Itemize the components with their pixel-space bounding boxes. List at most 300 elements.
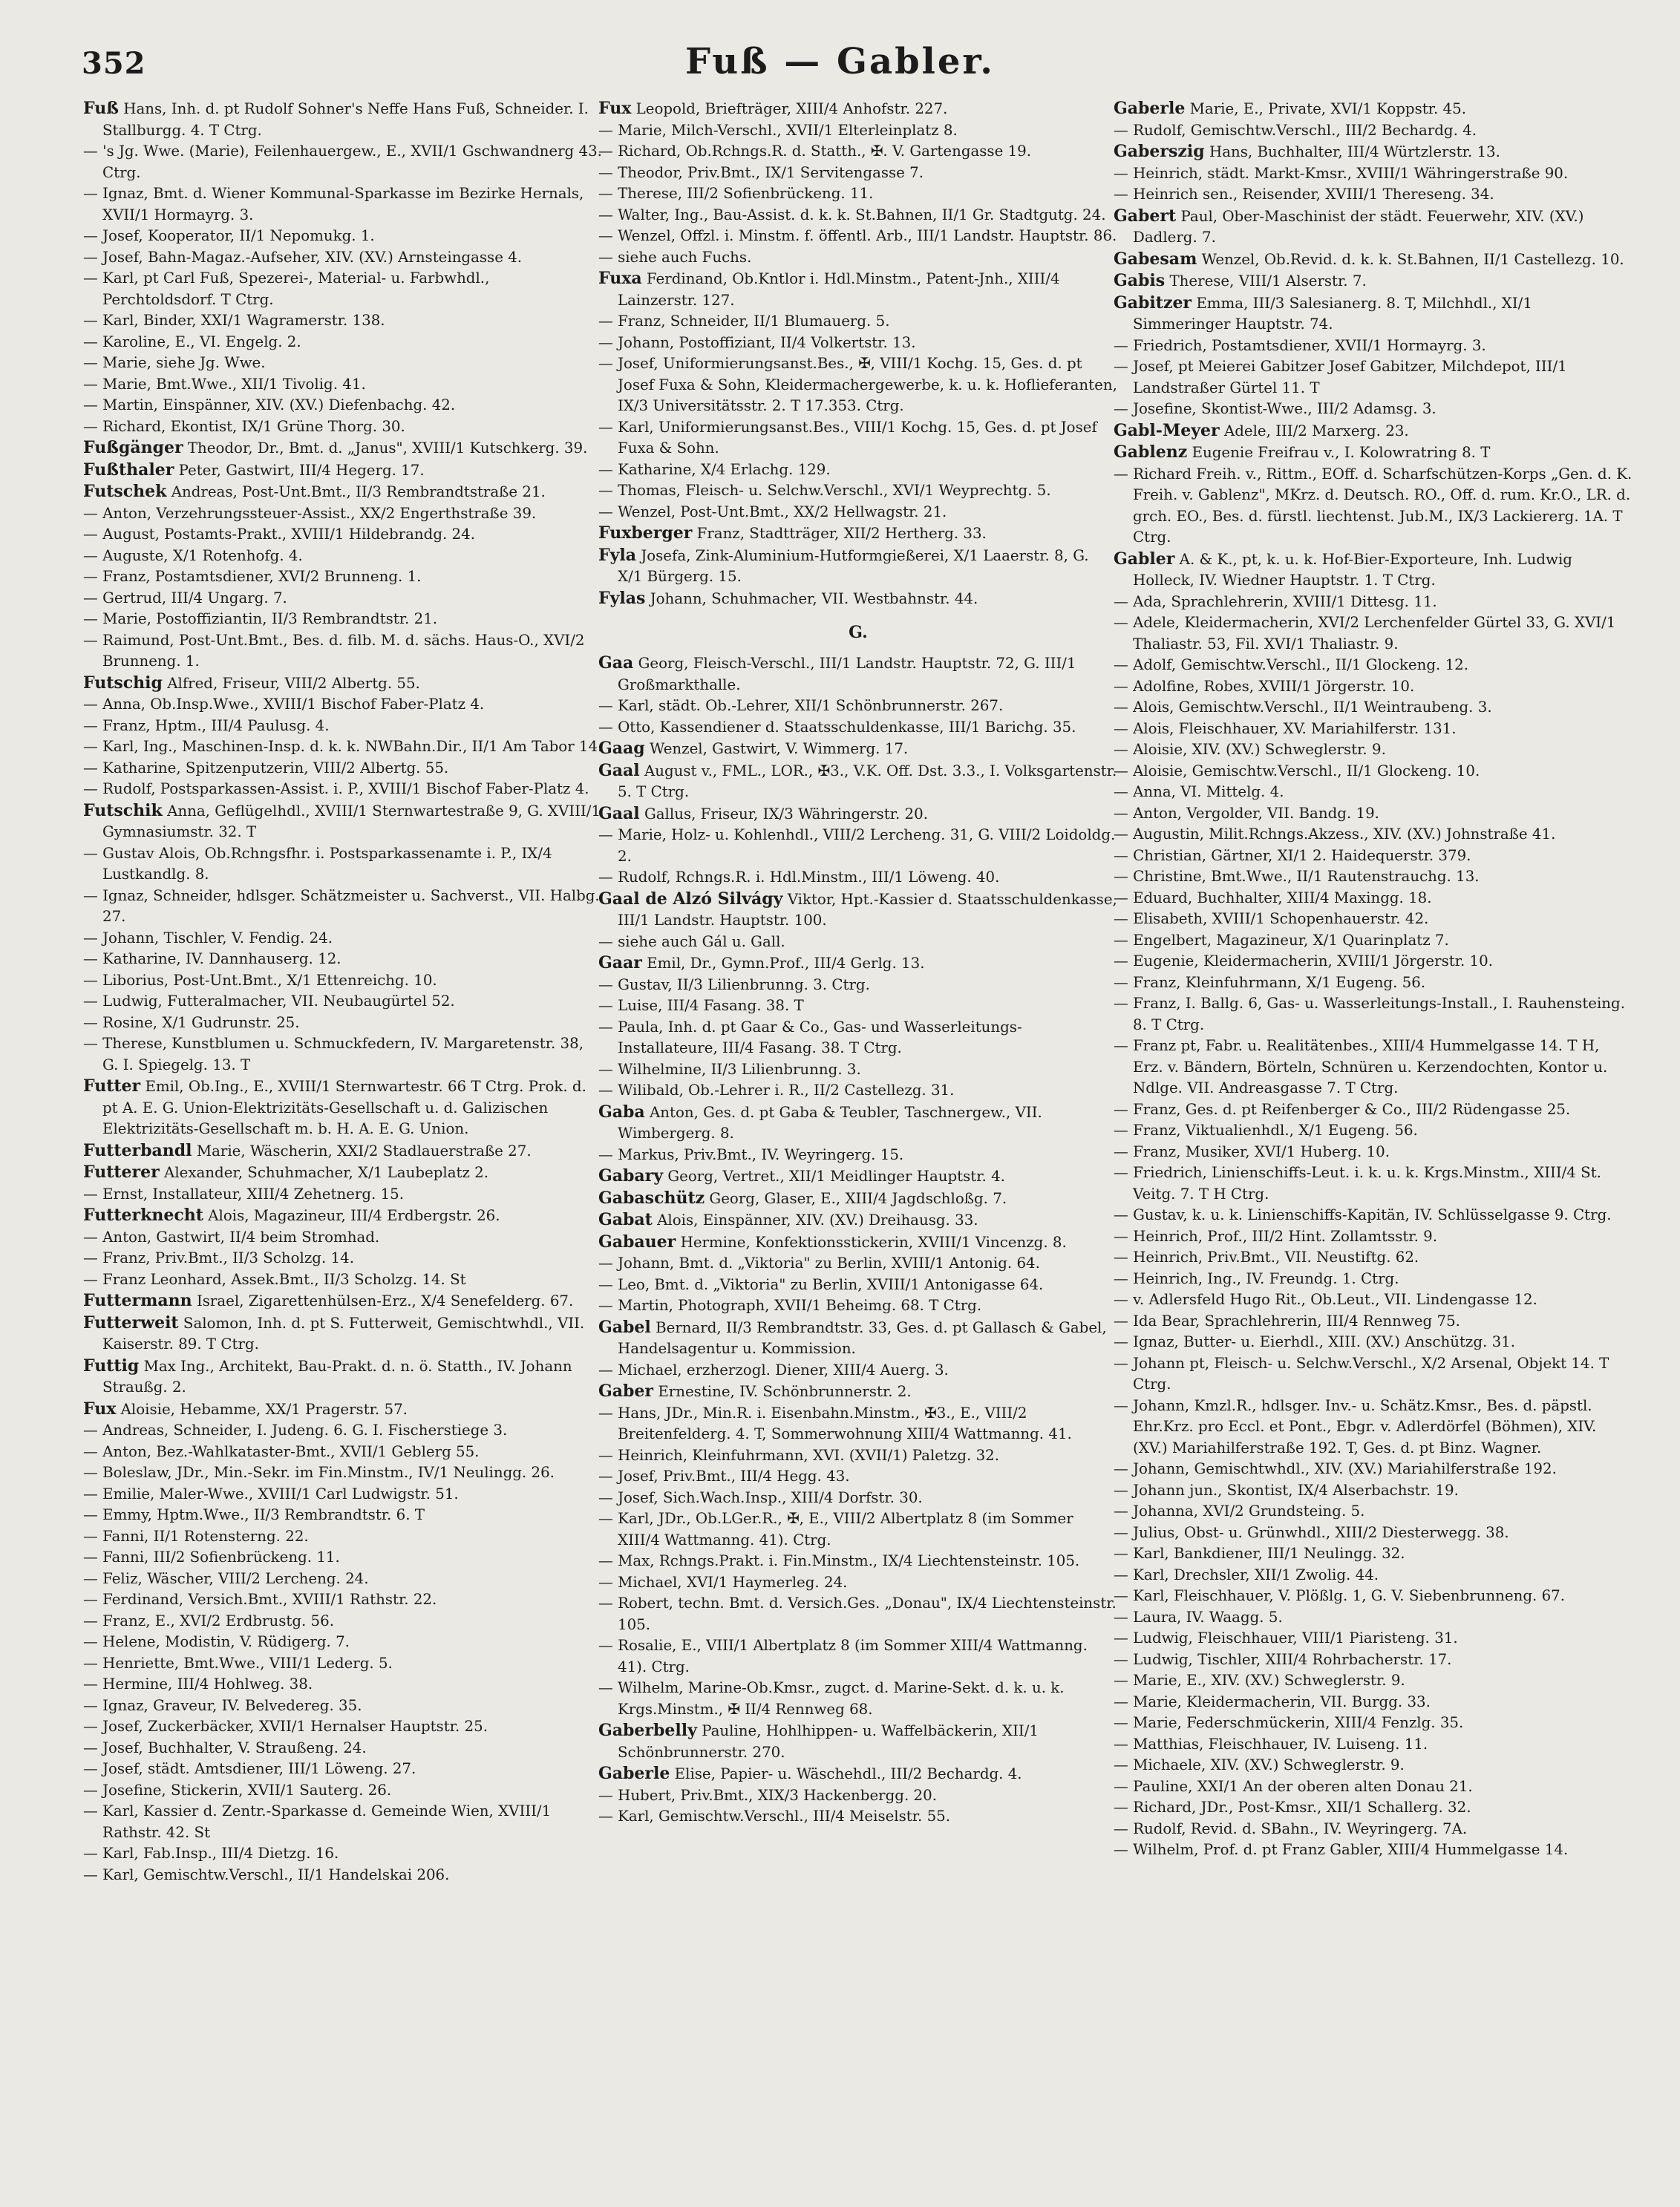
directory-entry (598, 1635, 1118, 1678)
directory-entry (1114, 761, 1633, 782)
directory-entry (598, 163, 1118, 184)
directory-entry (1114, 1501, 1633, 1523)
entry-text: — Rosalie, E., VIII/1 Albertplatz 8 (im Sommer XIII/4 Wattmanng. 41). Ctrg. (598, 1637, 1088, 1675)
entry-text: — Otto, Kassendiener d. Staatsschuldenkasse, III/1 Barichg. 35. (598, 718, 1076, 736)
entry-text: — Laura, IV. Waagg. 5. (1114, 1608, 1283, 1626)
entry-surname: Fux (598, 99, 632, 118)
entry-text: — Johann, Bmt. d. „Viktoria" zu Berlin, XVIII/1 Antonig. 64. (598, 1255, 1040, 1272)
entry-surname: Fußgänger (83, 438, 183, 457)
directory-entry (83, 374, 603, 396)
entry-text: Ernestine, IV. Schönbrunnerstr. 2. (658, 1383, 912, 1400)
entry-text: Adele, III/2 Marxerg. 23. (1223, 422, 1409, 439)
directory-entry (598, 1466, 1118, 1488)
entry-text: Johann, Schuhmacher, VII. Westbahnstr. 44. (650, 589, 978, 607)
directory-entry (598, 460, 1118, 481)
directory-entry (1114, 1840, 1633, 1861)
directory-entry (1114, 292, 1633, 336)
entry-text: — Alois, Gemischtw.Verschl., II/1 Weintraubeng. 3. (1114, 699, 1492, 716)
directory-entry (83, 1696, 603, 1717)
entry-text: — Josefine, Stickerin, XVII/1 Sauterg. 26. (83, 1781, 392, 1799)
entry-text: — Wenzel, Offzl. i. Minstm. f. öffentl. Arb., III/1 Landstr. Hauptstr. 86. (598, 227, 1117, 244)
directory-entry (1114, 356, 1633, 399)
page-number: 352 (82, 46, 146, 81)
directory-entry (598, 417, 1118, 460)
directory-entry (1114, 909, 1633, 930)
directory-entry (598, 226, 1118, 247)
directory-entry (598, 825, 1118, 867)
directory-entry (598, 1253, 1118, 1275)
entry-text: — Henriette, Bmt.Wwe., VIII/1 Lederg. 5. (83, 1654, 393, 1672)
entry-text: Hans, Buchhalter, III/4 Würtzlerstr. 13. (1209, 143, 1500, 160)
entry-surname: Futschig (83, 673, 163, 693)
entry-text: — August, Postamts-Prakt., XVIII/1 Hildebrandg. 24. (83, 526, 476, 543)
directory-entry (598, 717, 1118, 739)
directory-entry (598, 333, 1118, 354)
entry-text: — Robert, techn. Bmt. d. Versich.Ges. „Donau", IX/4 Liechtensteinstr. 105. (598, 1595, 1117, 1633)
entry-text: — Hubert, Priv.Bmt., XIX/3 Hackenbergg. 20. (598, 1786, 937, 1804)
directory-entry (83, 1227, 603, 1249)
directory-entry (1114, 1819, 1633, 1840)
entry-text: — Julius, Obst- u. Grünwhdl., XIII/2 Diesterwegg. 38. (1114, 1523, 1509, 1541)
entry-text: — Friedrich, Linienschiffs-Leut. i. k. u. k. Krgs.Minstm., XIII/4 St. Veitg. 7. T H Ctrg. (1114, 1164, 1601, 1203)
entry-text: — Josef, Priv.Bmt., III/4 Hegg. 43. (598, 1468, 850, 1485)
entry-text: Franz, Stadtträger, XII/2 Hertherg. 33. (696, 525, 987, 542)
directory-entry (1114, 249, 1633, 271)
entry-text: — Feliz, Wäscher, VIII/2 Lercheng. 24. (83, 1569, 369, 1587)
entry-text: — Anna, VI. Mittelg. 4. (1114, 783, 1284, 800)
entry-text: — Aloisie, Gemischtw.Verschl., II/1 Glockeng. 10. (1114, 762, 1480, 779)
directory-entry (83, 183, 603, 226)
directory-entry (1114, 993, 1633, 1036)
directory-entry (83, 503, 603, 525)
entry-text: — Fanni, II/1 Rotensterng. 22. (83, 1527, 309, 1545)
entry-text: — Franz, I. Ballg. 6, Gas- u. Wasserleitungs-Install., I. Rauhensteing. 8. T Ctrg. (1114, 995, 1625, 1033)
directory-entry (83, 1780, 603, 1802)
directory-entry (598, 932, 1118, 953)
directory-entry (1114, 1353, 1633, 1396)
entry-surname: Gaber (598, 1382, 654, 1401)
directory-entry (598, 889, 1118, 932)
entry-text: Alfred, Friseur, VIII/2 Albertg. 55. (167, 674, 420, 692)
entry-text: — Johann pt, Fleisch- u. Selchw.Verschl., X/2 Arsenal, Objekt 14. T Ctrg. (1114, 1354, 1609, 1393)
entry-surname: Gaberbelly (598, 1721, 697, 1740)
directory-entry (1114, 399, 1633, 420)
directory-entry (83, 1420, 603, 1442)
directory-entry (1114, 1713, 1633, 1734)
entry-text: — Eduard, Buchhalter, XIII/4 Maxingg. 18. (1114, 889, 1432, 906)
entry-text: — Liborius, Post-Unt.Bmt., X/1 Ettenreichg. 10. (83, 971, 437, 989)
entry-text: — Ignaz, Butter- u. Eierhdl., XIII. (XV.) Anschützg. 31. (1114, 1333, 1516, 1350)
entry-text: Elise, Papier- u. Wäschehdl., III/2 Bechardg. 4. (674, 1765, 1022, 1782)
entry-surname: Fuß (83, 99, 119, 118)
directory-entry (83, 991, 603, 1013)
directory-entry (1114, 972, 1633, 994)
directory-entry (598, 1017, 1118, 1059)
directory-entry (1114, 1734, 1633, 1756)
directory-entry (1114, 120, 1633, 142)
entry-text: — Marie, Bmt.Wwe., XII/1 Tivolig. 41. (83, 375, 366, 393)
directory-entry (1114, 719, 1633, 740)
entry-text: — Franz, Ges. d. pt Reifenberger & Co., III/2 Rüdengasse 25. (1114, 1100, 1571, 1118)
entry-text: — Heinrich sen., Reisender, XVIII/1 Thereseng. 34. (1114, 186, 1494, 203)
directory-entry (83, 1801, 603, 1843)
directory-entry (83, 1248, 603, 1269)
entry-surname: Gabler (1114, 549, 1175, 569)
directory-entry (83, 310, 603, 332)
directory-entry (83, 1843, 603, 1865)
directory-entry (1114, 655, 1633, 676)
entry-surname: Futterer (83, 1163, 160, 1182)
directory-entry (83, 843, 603, 886)
entry-text: — Karl, Fleischhauer, V. Plößlg. 1, G. V. Siebenbrunneng. 67. (1114, 1587, 1566, 1604)
entry-text: — Pauline, XXI/1 An der oberen alten Donau 21. (1114, 1777, 1473, 1795)
entry-text: — Rudolf, Rchngs.R. i. Hdl.Minstm., III/1 Löweng. 40. (598, 869, 1000, 886)
entry-surname: Gabitzer (1114, 292, 1192, 313)
entry-text: — Markus, Priv.Bmt., IV. Weyringerg. 15. (598, 1145, 904, 1163)
entry-surname: Gabel (598, 1317, 651, 1337)
entry-text: — Anton, Gastwirt, II/4 beim Stromhad. (83, 1228, 380, 1246)
directory-entry (1114, 1120, 1633, 1142)
entry-text: — Johanna, XVI/2 Grundsteing. 5. (1114, 1503, 1365, 1520)
directory-entry (598, 1806, 1118, 1828)
entry-text: Wenzel, Ob.Revid. d. k. k. St.Bahnen, II/1 Castellezg. 10. (1201, 250, 1624, 268)
entry-text: — Karl, Bankdiener, III/1 Neulingg. 32. (1114, 1545, 1405, 1562)
directory-entry (1114, 1480, 1633, 1502)
entry-text: — Adolf, Gemischtw.Verschl., II/1 Glockeng. 12. (1114, 656, 1469, 673)
entry-text: — Luise, III/4 Fasang. 38. T (598, 997, 804, 1014)
directory-entry (598, 1593, 1118, 1635)
entry-text: — Karl, städt. Ob.-Lehrer, XII/1 Schönbrunnerstr. 267. (598, 697, 1004, 714)
directory-entry (598, 867, 1118, 889)
entry-text: Anna, Geflügelhdl., XVIII/1 Sternwartestraße 9, G. XVIII/1 Gymnasiumstr. 32. T (102, 802, 601, 840)
directory-entry (83, 1865, 603, 1886)
entry-text: — Karoline, E., VI. Engelg. 2. (83, 333, 301, 350)
entry-text: Hermine, Konfektionsstickerin, XVIII/1 Vincenzg. 8. (680, 1233, 1067, 1251)
directory-entry (1114, 163, 1633, 185)
entry-text: Bernard, II/3 Rembrandtstr. 33, Ges. d. pt Gallasch & Gabel, Handelsagentur u. Kommission. (618, 1318, 1107, 1357)
entry-text: — Helene, Modistin, V. Rüdigerg. 7. (83, 1633, 350, 1650)
entry-text: — Karl, Gemischtw.Verschl., II/1 Handelskai 206. (83, 1866, 450, 1883)
entry-text: — Martin, Einspänner, XIV. (XV.) Diefenbachg. 42. (83, 396, 456, 413)
directory-entry (1114, 951, 1633, 972)
directory-entry (598, 653, 1118, 696)
directory-entry (598, 353, 1118, 417)
entry-text: — Johann, Tischler, V. Fendig. 24. (83, 929, 333, 946)
entry-text: — Wilhelmine, II/3 Lilienbrunng. 3. (598, 1060, 861, 1078)
column-1 (83, 98, 603, 2177)
directory-entry (83, 694, 603, 716)
directory-entry (598, 588, 1118, 610)
directory-entry (1114, 1459, 1633, 1480)
directory-entry (83, 1547, 603, 1569)
entry-text: — Anton, Vergolder, VII. Bandg. 19. (1114, 804, 1379, 822)
directory-entry (598, 98, 1118, 120)
entry-text: August v., FML., LOR., ✠3., V.K. Off. Dst. 3.3., I. Volksgartenstr. 5. T Ctrg. (618, 762, 1117, 800)
entry-text: — Gustav, II/3 Lilienbrunng. 3. Ctrg. (598, 975, 870, 993)
entry-text: — Ignaz, Schneider, hdlsger. Schätzmeister u. Sachverst., VII. Halbg. 27. (83, 886, 600, 925)
directory-entry (83, 1162, 603, 1184)
entry-text: — Karl, JDr., Ob.LGer.R., ✠, E., VIII/2 Albertplatz 8 (im Sommer XIII/4 Wattmanng. 41). Ctrg. (598, 1510, 1073, 1549)
directory-entry (83, 268, 603, 310)
entry-text: — Christian, Gärtner, XI/1 2. Haidequerstr. 379. (1114, 846, 1471, 864)
entry-text: Georg, Fleisch-Verschl., III/1 Landstr. Hauptstr. 72, G. III/1 Großmarkthalle. (618, 655, 1076, 693)
entry-surname: Gablenz (1114, 442, 1188, 462)
directory-entry (1114, 98, 1633, 120)
directory-entry (83, 247, 603, 269)
entry-text: — 's Jg. Wwe. (Marie), Feilenhauergew., E., XVII/1 Gschwandnerg 43. Ctrg. (83, 143, 602, 181)
entry-surname: Gaberle (1114, 99, 1186, 118)
directory-entry (1114, 1099, 1633, 1121)
directory-entry (83, 1033, 603, 1076)
directory-entry (598, 1317, 1118, 1360)
entry-text: — Anton, Bez.-Wahlkataster-Bmt., XVII/1 Geblerg 55. (83, 1442, 480, 1460)
entry-text: — Franz, E., XVI/2 Erdbrustg. 56. (83, 1612, 335, 1629)
entry-surname: Fuxberger (598, 523, 693, 543)
directory-entry (598, 760, 1118, 803)
entry-surname: Fux (83, 1399, 117, 1419)
entry-text: Alois, Einspänner, XIV. (XV.) Dreihausg. 33. (657, 1212, 978, 1229)
directory-entry (1114, 442, 1633, 464)
directory-entry (83, 1442, 603, 1463)
entry-text: — Ernst, Installateur, XIII/4 Zehetnerg. 15. (83, 1185, 405, 1203)
entry-text: — Fanni, III/2 Sofienbrückeng. 11. (83, 1549, 340, 1566)
entry-surname: Gabert (1114, 206, 1177, 226)
entry-text: — Hermine, III/4 Hohlweg. 38. (83, 1675, 313, 1693)
entry-text: — Emilie, Maler-Wwe., XVIII/1 Carl Ludwigstr. 51. (83, 1485, 459, 1503)
entry-text: — Marie, Kleidermacherin, VII. Burgg. 33. (1114, 1693, 1431, 1710)
directory-entry (83, 1526, 603, 1548)
entry-text: — Marie, Holz- u. Kohlenhdl., VIII/2 Lercheng. 31, G. VIII/2 Loidoldg. 2. (598, 826, 1116, 865)
directory-entry (83, 437, 603, 460)
directory-entry (598, 1381, 1118, 1403)
entry-text: — Therese, III/2 Sofienbrückeng. 11. (598, 185, 874, 202)
directory-entry (83, 1674, 603, 1696)
entry-surname: Futschek (83, 482, 167, 501)
entry-text: — Eugenie, Kleidermacherin, XVIII/1 Jörgerstr. 10. (1114, 952, 1493, 970)
entry-text: — Katharine, IV. Dannhauserg. 12. (83, 950, 341, 967)
directory-entry (1114, 1755, 1633, 1776)
entry-text: — Gertrud, III/4 Ungarg. 7. (83, 589, 287, 606)
directory-entry (1114, 888, 1633, 909)
directory-entry (1114, 336, 1633, 357)
entry-text: Alexander, Schuhmacher, X/1 Laubeplatz 2. (164, 1164, 489, 1181)
directory-entry (83, 1312, 603, 1356)
directory-entry (598, 1209, 1118, 1232)
entry-text: — Aloisie, XIV. (XV.) Schweglerstr. 9. (1114, 741, 1386, 758)
directory-entry (83, 949, 603, 970)
entry-text: Paul, Ober-Maschinist der städt. Feuerwehr, XIV. (XV.) Dadlerg. 7. (1133, 207, 1584, 246)
entry-text: — Heinrich, Priv.Bmt., VII. Neustiftg. 62. (1114, 1249, 1419, 1266)
directory-entry (1114, 549, 1633, 592)
entry-text: — siehe auch Fuchs. (598, 248, 752, 266)
entry-text: Andreas, Post-Unt.Bmt., II/3 Rembrandtstraße 21. (171, 483, 546, 500)
entry-text: — Josef, Sich.Wach.Insp., XIII/4 Dorfstr. 30. (598, 1488, 923, 1506)
entry-text: — Richard Freih. v., Rittm., EOff. d. Scharfschützen-Korps „Gen. d. K. Freih. v. Gablenz", MKrz. d. Deutsch. RO., Off. d. rum. Kr.O., LR. d. grch. EO., Bes. d. fürstl. liechtenst. Jub.M., IX/3 Lackiererg. 1A. T Ctrg. (1114, 465, 1632, 546)
entry-text: — Josef, pt Meierei Gabitzer Josef Gabitzer, Milchdepot, III/1 Landstraßer Gürtel 11. T (1114, 358, 1567, 396)
entry-text: — Wenzel, Post-Unt.Bmt., XX/2 Hellwagstr. 21. (598, 503, 947, 520)
entry-text: — Ada, Sprachlehrerin, XVIII/1 Dittesg. 11. (1114, 592, 1437, 610)
entry-surname: Gaal de Alzó Silvágy (598, 889, 783, 909)
entry-text: Aloisie, Hebamme, XX/1 Pragerstr. 57. (120, 1400, 408, 1418)
directory-entry (83, 609, 603, 630)
entry-text: — Josefine, Skontist-Wwe., III/2 Adamsg. 3. (1114, 400, 1437, 417)
directory-entry (598, 803, 1118, 825)
entry-surname: Futschik (83, 800, 163, 820)
entry-surname: Futterknecht (83, 1206, 203, 1225)
directory-entry (598, 1102, 1118, 1145)
directory-entry (83, 1738, 603, 1759)
directory-entry (1114, 782, 1633, 803)
directory-entry (83, 395, 603, 416)
directory-entry (598, 1763, 1118, 1785)
directory-entry (598, 183, 1118, 205)
entry-text: — Alois, Fleischhauer, XV. Mariahilferstr. 131. (1114, 719, 1457, 737)
entry-text: — Karl, Gemischtw.Verschl., III/4 Meiselstr. 55. (598, 1808, 951, 1825)
entry-text: — Josef, Bahn-Magaz.-Aufseher, XIV. (XV.) Arnsteingasse 4. (83, 248, 523, 266)
directory-entry (1114, 1163, 1633, 1205)
running-header: Fuß — Gabler. (684, 41, 996, 82)
entry-text: — Raimund, Post-Unt.Bmt., Bes. d. filb. M. d. sächs. Haus-O., XVI/2 Brunneng. 1. (83, 631, 585, 670)
entry-text: — Johann, Kmzl.R., hdlsger. Inv.- u. Schätz.Kmsr., Bes. d. päpstl. Ehr.Krz. pro Eccl. et Pont., Ebgr. v. Adlerdörfel (Böhmen), XIV. (XV.) Mariahilferstraße 192. T, Ges. d. pt Binz. Wagner. (1114, 1396, 1597, 1456)
directory-entry (1114, 1776, 1633, 1798)
directory-entry (598, 545, 1118, 588)
entry-text: Therese, VIII/1 Alserstr. 7. (1169, 272, 1367, 290)
directory-entry (598, 975, 1118, 996)
directory-entry (83, 716, 603, 737)
entry-text: Hans, Inh. d. pt Rudolf Sohner's Neffe Hans Fuß, Schneider. I. Stallburgg. 4. T Ctrg. (102, 100, 589, 139)
entry-text: Marie, Wäscherin, XXI/2 Stadlauerstraße 27. (196, 1142, 532, 1160)
directory-entry (598, 502, 1118, 523)
directory-entry (83, 1140, 603, 1163)
directory-entry (1114, 141, 1633, 163)
entry-text: Viktor, Hpt.-Kassier d. Staatsschuldenkasse, III/1 Landstr. Hauptstr. 100. (618, 890, 1117, 929)
entry-text: — Matthias, Fleischhauer, IV. Luiseng. 11. (1114, 1735, 1428, 1753)
directory-entry (83, 1569, 603, 1590)
directory-entry (1114, 824, 1633, 846)
directory-entry (598, 1403, 1118, 1445)
entry-text: — Ignaz, Graveur, IV. Belvedereg. 35. (83, 1696, 362, 1714)
entry-text: — Paula, Inh. d. pt Gaar & Co., Gas- und Wasserleitungs-Installateure, III/4 Fasang. 38. T Ctrg. (598, 1018, 1022, 1056)
directory-entry (1114, 1607, 1633, 1629)
entry-text: — Karl, Kassier d. Zentr.-Sparkasse d. Gemeinde Wien, XVIII/1 Rathstr. 42. St (83, 1802, 552, 1841)
directory-entry (1114, 1142, 1633, 1163)
entry-text: — Franz, Hptm., III/4 Paulusg. 4. (83, 716, 330, 734)
entry-text: — Elisabeth, XVIII/1 Schopenhauerstr. 42. (1114, 910, 1429, 927)
directory-entry (598, 1188, 1118, 1210)
entry-text: Georg, Glaser, E., XIII/4 Jagdschloßg. 7. (709, 1189, 1007, 1207)
directory-entry (1114, 1311, 1633, 1333)
directory-entry (1114, 1649, 1633, 1671)
directory-entry (598, 141, 1118, 163)
entry-text: — Katharine, Spitzenputzerin, VIII/2 Albertg. 55. (83, 759, 449, 776)
directory-entry (598, 1165, 1118, 1188)
directory-entry (1114, 1205, 1633, 1226)
directory-entry (83, 1269, 603, 1291)
directory-entry (1114, 846, 1633, 867)
entry-text: — Christine, Bmt.Wwe., II/1 Rautenstrauchg. 13. (1114, 868, 1480, 885)
entry-text: — Heinrich, Kleinfuhrmann, XVI. (XVII/1) Paletzg. 32. (598, 1446, 1000, 1464)
entry-text: — Marie, E., XIV. (XV.) Schweglerstr. 9. (1114, 1672, 1405, 1689)
directory-entry (598, 1059, 1118, 1081)
entry-surname: Gaa (598, 653, 634, 673)
entry-text: — Josef, Zuckerbäcker, XVII/1 Hernalser Hauptstr. 25. (83, 1718, 488, 1735)
directory-entry (598, 1678, 1118, 1720)
directory-entry (598, 1232, 1118, 1254)
directory-entry (1114, 1523, 1633, 1544)
entry-text: — Franz, Schneider, II/1 Blumauerg. 5. (598, 313, 890, 330)
directory-entry (598, 311, 1118, 333)
directory-entry (1114, 1565, 1633, 1586)
directory-entry (1114, 676, 1633, 698)
entry-text: Wenzel, Gastwirt, V. Wimmerg. 17. (649, 740, 909, 757)
entry-text: — Ida Bear, Sprachlehrerin, III/4 Rennweg 75. (1114, 1312, 1460, 1330)
directory-entry (1114, 866, 1633, 888)
directory-entry (1114, 270, 1633, 292)
entry-text: — Therese, Kunstblumen u. Schmuckfedern, IV. Margaretenstr. 38, G. I. Spiegelg. 13. T (83, 1035, 584, 1073)
entry-text: — Adele, Kleidermacherin, XVI/2 Lerchenfelder Gürtel 33, G. XVI/1 Thaliastr. 53, Fil. XVI/1 Thaliastr. 9. (1114, 614, 1616, 653)
entry-text: — Wilhelm, Prof. d. pt Franz Gabler, XIII/4 Hummelgasse 14. (1114, 1841, 1569, 1858)
directory-entry (1114, 1396, 1633, 1459)
directory-entry (598, 480, 1118, 502)
directory-entry (83, 332, 603, 353)
entry-text: — Johann, Gemischtwhdl., XIV. (XV.) Mariahilferstraße 192. (1114, 1460, 1557, 1477)
entry-text: — Gustav, k. u. k. Linienschiffs-Kapitän, IV. Schlüsselgasse 9. Ctrg. (1114, 1206, 1612, 1223)
directory-entry (1114, 1797, 1633, 1819)
directory-entry (598, 1720, 1118, 1763)
entry-surname: Gaberszig (1114, 142, 1205, 161)
directory-entry (598, 1488, 1118, 1509)
entry-text: A. & K., pt, k. u. k. Hof-Bier-Exporteure, Inh. Ludwig Holleck, IV. Wiedner Hauptstr. 1. T Ctrg. (1133, 550, 1572, 589)
entry-text: Alois, Magazineur, III/4 Erdbergstr. 26. (208, 1207, 500, 1224)
directory-entry (1114, 184, 1633, 206)
directory-entry (83, 98, 603, 141)
entry-text: — Engelbert, Magazineur, X/1 Quarinplatz 7. (1114, 931, 1449, 949)
directory-entry (1114, 1332, 1633, 1353)
entry-surname: Futtermann (83, 1291, 192, 1310)
entry-surname: Gabl-Meyer (1114, 420, 1220, 440)
entry-text: — Rudolf, Revid. d. SBahn., IV. Weyringerg. 7A. (1114, 1819, 1468, 1837)
section-letter: G. (849, 623, 868, 642)
entry-text: — Richard, Ekontist, IX/1 Grüne Thorg. 30. (83, 417, 405, 435)
entry-text: — Auguste, X/1 Rotenhofg. 4. (83, 546, 303, 564)
entry-text: — Martin, Photograph, XVII/1 Beheimg. 68. T Ctrg. (598, 1297, 982, 1314)
entry-text: — Josef, Uniformierungsanst.Bes., ✠, VIII/1 Kochg. 15, Ges. d. pt Josef Fuxa & Sohn, Kleidermachergewerbe, k. u. k. Hoflieferanten, IX/3 Universitätsstr. 2. T 17.353. Ctrg. (598, 355, 1117, 414)
directory-entry (1114, 739, 1633, 761)
directory-entry (83, 1653, 603, 1675)
entry-text: — Heinrich, städt. Markt-Kmsr., XVIII/1 Währingerstraße 90. (1114, 164, 1569, 182)
directory-entry (598, 1275, 1118, 1296)
entry-surname: Gabaschütz (598, 1188, 705, 1208)
directory-entry (598, 523, 1118, 545)
entry-surname: Futterweit (83, 1312, 179, 1333)
entry-text: — Theodor, Priv.Bmt., IX/1 Servitengasse 7. (598, 163, 924, 181)
directory-entry (83, 1589, 603, 1611)
entry-surname: Gaag (598, 739, 645, 758)
directory-entry (598, 1080, 1118, 1102)
directory-entry (83, 1505, 603, 1526)
entry-text: — Josef, Buchhalter, V. Straußeng. 24. (83, 1739, 367, 1756)
entry-text: — Karl, Uniformierungsanst.Bes., VIII/1 Kochg. 15, Ges. d. pt Josef Fuxa & Sohn. (598, 418, 1097, 457)
entry-text: Marie, E., Private, XVI/1 Koppstr. 45. (1189, 100, 1466, 117)
directory-entry (83, 970, 603, 992)
entry-text: — Ludwig, Futteralmacher, VII. Neubaugürtel 52. (83, 993, 455, 1010)
entry-text: — Wilhelm, Marine-Ob.Kmsr., zugct. d. Marine-Sekt. d. k. u. k. Krgs.Minstm., ✠ II/4 Rennweg 68. (598, 1679, 1065, 1718)
entry-text: — Heinrich, Ing., IV. Freundg. 1. Ctrg. (1114, 1269, 1399, 1287)
directory-entry (598, 696, 1118, 717)
entry-text: — Karl, Binder, XXI/1 Wagramerstr. 138. (83, 312, 385, 329)
directory-entry (1114, 1226, 1633, 1248)
entry-text: Emil, Dr., Gymn.Prof., III/4 Gerlg. 13. (647, 955, 925, 972)
